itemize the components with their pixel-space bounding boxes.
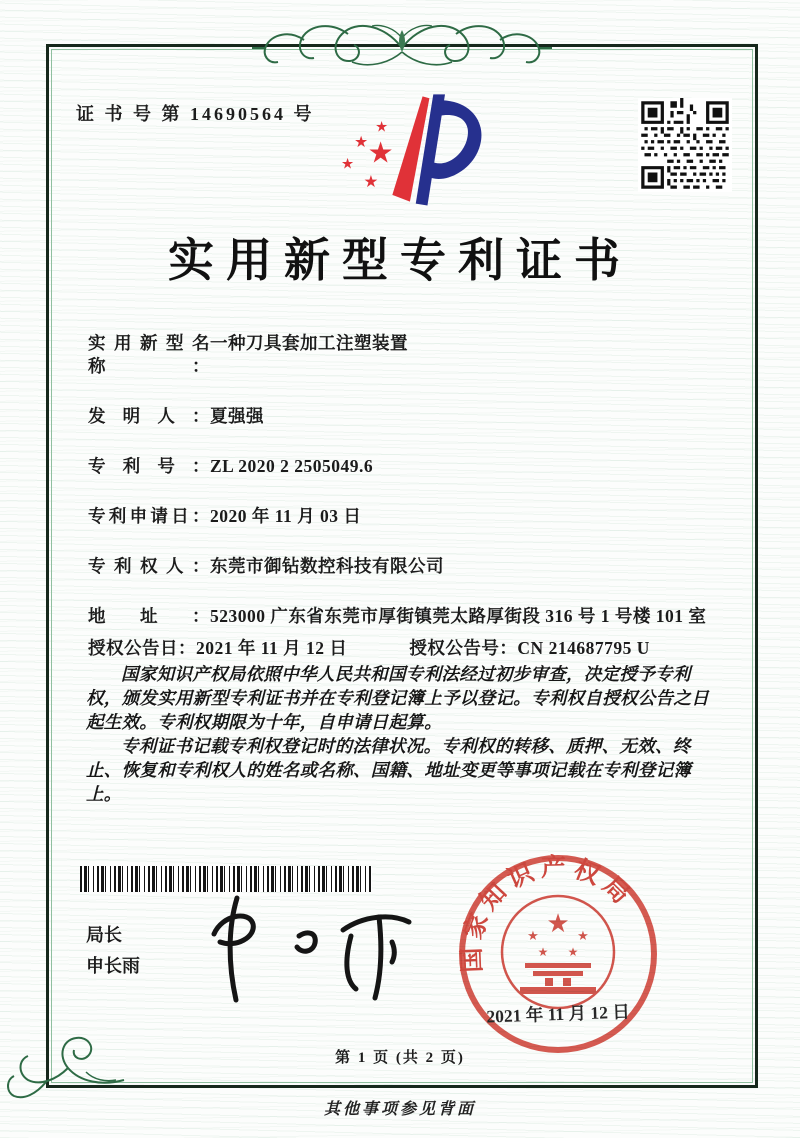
certificate-title: 实用新型专利证书 — [168, 235, 632, 286]
field-label: 实用新型名称： — [88, 333, 210, 376]
field-patentee — [88, 555, 716, 578]
legal-paragraph-2: 专利证书记载专利权登记时的法律状况。专利权的转移、质押、无效、终止、恢复和专利权人的姓名或名称、国籍、地址变更等事项记载在专利登记簿上。 — [86, 736, 692, 804]
field-label: 授权公告日： — [88, 638, 196, 658]
field-grant-date — [88, 637, 347, 660]
field-label: 地址： — [88, 606, 210, 626]
field-label: 授权公告号： — [409, 638, 518, 658]
field-label: 专利申请日： — [88, 506, 210, 526]
svg-text:★: ★ — [527, 929, 539, 944]
svg-text:★: ★ — [354, 133, 369, 152]
handwritten-signature-icon — [190, 890, 430, 1010]
svg-text:★: ★ — [363, 172, 379, 192]
seal-ring-text: 国家知识产权局 — [458, 854, 639, 974]
certificate-number: 证 书 号 第 14690564 号 — [76, 104, 315, 124]
field-inventor — [88, 405, 716, 428]
signer-block — [86, 920, 140, 982]
barcode-icon — [80, 866, 372, 892]
field-value: 2020 年 11 月 03 日 — [210, 506, 362, 526]
seal-date: 2021 年 11 月 12 日 — [486, 1001, 631, 1027]
field-value: CN 214687795 U — [517, 638, 650, 658]
svg-text:★: ★ — [567, 945, 579, 959]
field-utility-model-name — [88, 332, 716, 378]
back-side-note: 其他事项参见背面 — [323, 1101, 476, 1118]
field-value: 夏强强 — [210, 406, 264, 426]
field-grant-number — [409, 637, 649, 660]
svg-text:★: ★ — [577, 929, 589, 944]
field-value: 一种刀具套加工注塑装置 — [210, 333, 408, 353]
field-value: ZL 2020 2 2505049.6 — [210, 456, 374, 476]
cnipa-logo — [328, 90, 484, 208]
logo-stars — [341, 118, 394, 191]
legal-text — [86, 662, 718, 806]
legal-paragraph-1: 国家知识产权局依照中华人民共和国专利法经过初步审查，决定授予专利权，颁发实用新型专利证书并在专利登记簿上予以登记。专利权自授权公告之日起生效。专利权期限为十年，自申请日起算。 — [86, 664, 709, 732]
field-filing-date — [88, 505, 716, 528]
official-seal — [452, 848, 664, 1060]
field-value: 东莞市御钻数控科技有限公司 — [210, 556, 444, 576]
svg-text:★: ★ — [340, 155, 355, 173]
field-list — [88, 332, 716, 660]
national-emblem-icon — [502, 896, 614, 1008]
page-number: 第 1 页 (共 2 页) — [335, 1050, 465, 1066]
field-value: 523000 广东省东莞市厚街镇莞太路厚街段 316 号 1 号楼 101 室 — [210, 606, 707, 626]
svg-text:★: ★ — [367, 135, 394, 170]
field-label: 发明人： — [88, 406, 210, 426]
svg-text:★: ★ — [537, 945, 549, 959]
svg-text:★: ★ — [375, 118, 389, 136]
field-label: 专利权人： — [88, 556, 210, 576]
qr-code-icon — [638, 98, 732, 192]
signer-name: 申长雨 — [86, 956, 140, 976]
signer-title: 局长 — [86, 925, 122, 945]
field-label: 专利号： — [88, 456, 210, 476]
field-grant-row — [88, 637, 716, 660]
field-patent-number — [88, 455, 716, 478]
field-value: 2021 年 11 月 12 日 — [196, 638, 348, 658]
field-address — [88, 605, 716, 628]
svg-text:★: ★ — [546, 909, 570, 939]
